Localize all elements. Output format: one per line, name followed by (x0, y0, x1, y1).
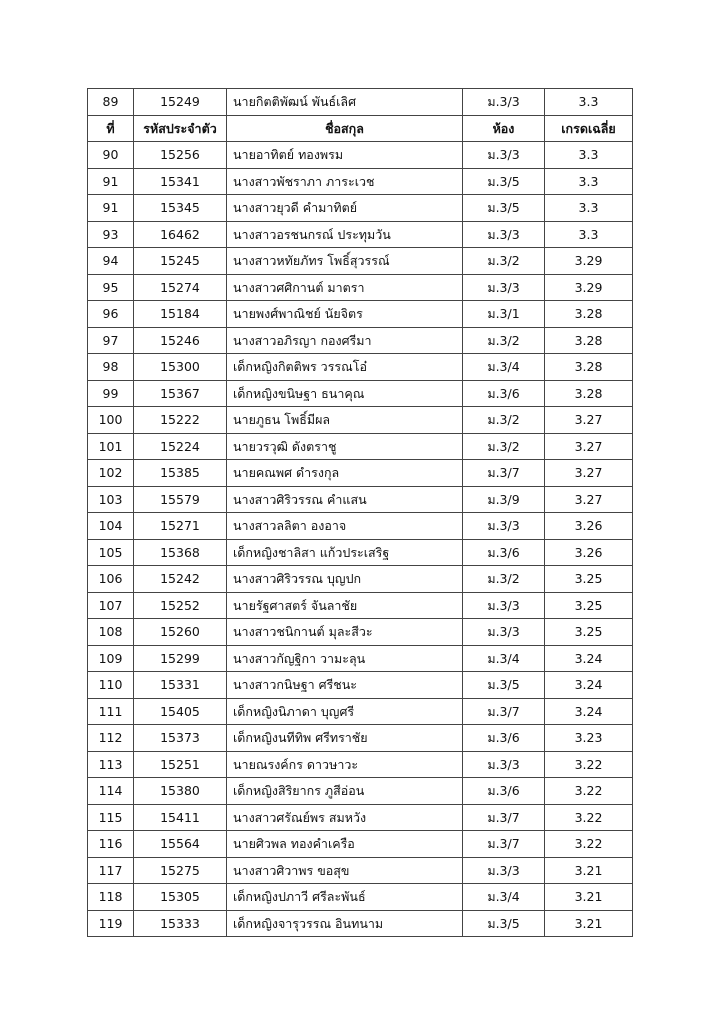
student-id-cell: 15331 (134, 672, 227, 699)
student-id-cell: 15564 (134, 831, 227, 858)
student-id-cell: 15275 (134, 857, 227, 884)
rank-cell: 110 (88, 672, 134, 699)
student-id-cell: 15299 (134, 645, 227, 672)
student-name-cell: นางสาวพัชราภา ภาระเวช (227, 168, 463, 195)
student-id-cell: 15579 (134, 486, 227, 513)
rank-cell: 115 (88, 804, 134, 831)
rank-cell: 105 (88, 539, 134, 566)
table-row (88, 645, 633, 672)
rank-cell: 94 (88, 248, 134, 275)
table-row (88, 274, 633, 301)
room-cell: ม.3/2 (463, 248, 545, 275)
student-name-cell: นายพงศ์พาณิชย์ นัยจิตร (227, 301, 463, 328)
gpa-cell: 3.28 (545, 354, 633, 381)
header-rank: ที่ (88, 115, 134, 142)
student-id-cell: 15274 (134, 274, 227, 301)
student-name-cell: เด็กหญิงนิภาดา บุญศรี (227, 698, 463, 725)
table-row (88, 778, 633, 805)
table-row (88, 592, 633, 619)
student-id-cell: 15249 (134, 89, 227, 116)
student-id-cell: 15252 (134, 592, 227, 619)
room-cell: ม.3/7 (463, 831, 545, 858)
room-cell: ม.3/6 (463, 725, 545, 752)
ranking-table (87, 88, 633, 937)
gpa-cell: 3.27 (545, 433, 633, 460)
student-id-cell: 15224 (134, 433, 227, 460)
room-cell: ม.3/2 (463, 566, 545, 593)
room-cell: ม.3/2 (463, 407, 545, 434)
student-id-cell: 15385 (134, 460, 227, 487)
student-name-cell: นางสาวกัญฐิกา วามะลุน (227, 645, 463, 672)
gpa-cell: 3.26 (545, 513, 633, 540)
student-id-cell: 15242 (134, 566, 227, 593)
gpa-cell: 3.23 (545, 725, 633, 752)
student-name-cell: เด็กหญิงปภาวี ศรีละพันธ์ (227, 884, 463, 911)
gpa-cell: 3.24 (545, 698, 633, 725)
table-row (88, 460, 633, 487)
gpa-cell: 3.29 (545, 274, 633, 301)
table-row (88, 857, 633, 884)
student-id-cell: 15260 (134, 619, 227, 646)
gpa-cell: 3.21 (545, 857, 633, 884)
rank-cell: 91 (88, 168, 134, 195)
student-name-cell: นางสาวศรัณย์พร สมหวัง (227, 804, 463, 831)
header-room: ห้อง (463, 115, 545, 142)
rank-cell: 97 (88, 327, 134, 354)
room-cell: ม.3/6 (463, 778, 545, 805)
table-row (88, 619, 633, 646)
table-row (88, 248, 633, 275)
rank-cell: 109 (88, 645, 134, 672)
gpa-cell: 3.25 (545, 619, 633, 646)
student-id-cell: 15411 (134, 804, 227, 831)
gpa-cell: 3.22 (545, 751, 633, 778)
student-name-cell: นางสาวลลิตา องอาจ (227, 513, 463, 540)
rank-cell: 112 (88, 725, 134, 752)
rank-cell: 89 (88, 89, 134, 116)
student-name-cell: นายกิตติพัฒน์ พันธ์เลิศ (227, 89, 463, 116)
room-cell: ม.3/9 (463, 486, 545, 513)
room-cell: ม.3/3 (463, 513, 545, 540)
gpa-cell: 3.22 (545, 831, 633, 858)
table-row (88, 354, 633, 381)
student-name-cell: นายศิวพล ทองคำเครือ (227, 831, 463, 858)
gpa-cell: 3.3 (545, 195, 633, 222)
rank-cell: 111 (88, 698, 134, 725)
table-row (88, 407, 633, 434)
room-cell: ม.3/3 (463, 274, 545, 301)
gpa-cell: 3.21 (545, 910, 633, 937)
rank-cell: 107 (88, 592, 134, 619)
student-id-cell: 15367 (134, 380, 227, 407)
student-name-cell: เด็กหญิงกิตติพร วรรณโอ๋ (227, 354, 463, 381)
table-row (88, 884, 633, 911)
rank-cell: 106 (88, 566, 134, 593)
table-row (88, 301, 633, 328)
rank-cell: 103 (88, 486, 134, 513)
student-name-cell: นางสาวศศิกานต์ มาตรา (227, 274, 463, 301)
table-row (88, 89, 633, 116)
student-id-cell: 15184 (134, 301, 227, 328)
room-cell: ม.3/5 (463, 195, 545, 222)
rank-cell: 100 (88, 407, 134, 434)
student-name-cell: นายอาทิตย์ ทองพรม (227, 142, 463, 169)
student-name-cell: เด็กหญิงสิริยากร ภูสีอ่อน (227, 778, 463, 805)
student-name-cell: นายภูธน โพธิ์มีผล (227, 407, 463, 434)
student-name-cell: นางสาวศิวาพร ขอสุข (227, 857, 463, 884)
table-row (88, 804, 633, 831)
student-id-cell: 15251 (134, 751, 227, 778)
room-cell: ม.3/3 (463, 619, 545, 646)
student-name-cell: นางสาวอรชนกรณ์ ประทุมวัน (227, 221, 463, 248)
student-name-cell: นายรัฐศาสตร์ จันลาชัย (227, 592, 463, 619)
table-row (88, 566, 633, 593)
room-cell: ม.3/5 (463, 672, 545, 699)
room-cell: ม.3/7 (463, 460, 545, 487)
student-id-cell: 15373 (134, 725, 227, 752)
header-gpa: เกรดเฉลี่ย (545, 115, 633, 142)
gpa-cell: 3.28 (545, 301, 633, 328)
room-cell: ม.3/5 (463, 910, 545, 937)
table-row (88, 698, 633, 725)
rank-cell: 104 (88, 513, 134, 540)
student-id-cell: 15222 (134, 407, 227, 434)
table-row (88, 168, 633, 195)
student-id-cell: 15305 (134, 884, 227, 911)
gpa-cell: 3.24 (545, 672, 633, 699)
student-id-cell: 15271 (134, 513, 227, 540)
gpa-cell: 3.27 (545, 486, 633, 513)
student-name-cell: เด็กหญิงจารุวรรณ อินทนาม (227, 910, 463, 937)
room-cell: ม.3/2 (463, 327, 545, 354)
room-cell: ม.3/3 (463, 221, 545, 248)
table-row (88, 725, 633, 752)
table-row (88, 672, 633, 699)
gpa-cell: 3.25 (545, 566, 633, 593)
gpa-cell: 3.21 (545, 884, 633, 911)
gpa-cell: 3.3 (545, 168, 633, 195)
room-cell: ม.3/3 (463, 592, 545, 619)
rank-cell: 108 (88, 619, 134, 646)
student-name-cell: นางสาวชนิกานต์ มุละสีวะ (227, 619, 463, 646)
room-cell: ม.3/3 (463, 89, 545, 116)
table-row (88, 910, 633, 937)
gpa-cell: 3.3 (545, 89, 633, 116)
student-id-cell: 16462 (134, 221, 227, 248)
table-row (88, 195, 633, 222)
table-row (88, 751, 633, 778)
room-cell: ม.3/3 (463, 857, 545, 884)
student-name-cell: นางสาวกนิษฐา ศรีชนะ (227, 672, 463, 699)
gpa-cell: 3.26 (545, 539, 633, 566)
room-cell: ม.3/4 (463, 884, 545, 911)
rank-cell: 116 (88, 831, 134, 858)
table-body (88, 89, 633, 937)
room-cell: ม.3/6 (463, 539, 545, 566)
table-row (88, 433, 633, 460)
rank-cell: 102 (88, 460, 134, 487)
room-cell: ม.3/1 (463, 301, 545, 328)
gpa-cell: 3.22 (545, 804, 633, 831)
student-name-cell: นายณรงค์กร ดาวษาวะ (227, 751, 463, 778)
student-id-cell: 15405 (134, 698, 227, 725)
gpa-cell: 3.25 (545, 592, 633, 619)
student-id-cell: 15380 (134, 778, 227, 805)
table-row (88, 831, 633, 858)
table-row (88, 486, 633, 513)
student-name-cell: เด็กหญิงขนิษฐา ธนาคุณ (227, 380, 463, 407)
rank-cell: 96 (88, 301, 134, 328)
table-row (88, 539, 633, 566)
rank-cell: 117 (88, 857, 134, 884)
rank-cell: 113 (88, 751, 134, 778)
student-id-cell: 15245 (134, 248, 227, 275)
room-cell: ม.3/4 (463, 354, 545, 381)
table-row (88, 142, 633, 169)
gpa-cell: 3.29 (545, 248, 633, 275)
room-cell: ม.3/4 (463, 645, 545, 672)
gpa-cell: 3.3 (545, 142, 633, 169)
table-row (88, 221, 633, 248)
table-row (88, 513, 633, 540)
student-name-cell: นางสาวศิริวรรณ บุญปก (227, 566, 463, 593)
rank-cell: 101 (88, 433, 134, 460)
rank-cell: 118 (88, 884, 134, 911)
student-id-cell: 15256 (134, 142, 227, 169)
table-header-row (88, 115, 633, 142)
rank-cell: 90 (88, 142, 134, 169)
table-row (88, 380, 633, 407)
rank-cell: 99 (88, 380, 134, 407)
gpa-cell: 3.28 (545, 327, 633, 354)
gpa-cell: 3.27 (545, 407, 633, 434)
student-name-cell: เด็กหญิงชาลิสา แก้วประเสริฐ (227, 539, 463, 566)
table-row (88, 327, 633, 354)
gpa-cell: 3.24 (545, 645, 633, 672)
gpa-cell: 3.27 (545, 460, 633, 487)
rank-cell: 119 (88, 910, 134, 937)
rank-cell: 91 (88, 195, 134, 222)
student-name-cell: นางสาวหทัยภัทร โพธิ์สุวรรณ์ (227, 248, 463, 275)
rank-cell: 95 (88, 274, 134, 301)
room-cell: ม.3/3 (463, 142, 545, 169)
gpa-cell: 3.3 (545, 221, 633, 248)
header-name: ชื่อสกุล (227, 115, 463, 142)
rank-cell: 114 (88, 778, 134, 805)
room-cell: ม.3/7 (463, 804, 545, 831)
student-name-cell: นายคณพศ ดำรงกุล (227, 460, 463, 487)
student-name-cell: เด็กหญิงนทีทิพ ศรีทราชัย (227, 725, 463, 752)
student-id-cell: 15300 (134, 354, 227, 381)
student-name-cell: นางสาวยุวดี คำมาทิตย์ (227, 195, 463, 222)
header-student-id: รหัสประจำตัว (134, 115, 227, 142)
room-cell: ม.3/3 (463, 751, 545, 778)
rank-cell: 98 (88, 354, 134, 381)
student-id-cell: 15368 (134, 539, 227, 566)
rank-cell: 93 (88, 221, 134, 248)
student-name-cell: นางสาวอภิรญา กองศรีมา (227, 327, 463, 354)
room-cell: ม.3/7 (463, 698, 545, 725)
room-cell: ม.3/6 (463, 380, 545, 407)
student-id-cell: 15341 (134, 168, 227, 195)
student-name-cell: นายวรวุฒิ ดังตราชู (227, 433, 463, 460)
gpa-cell: 3.22 (545, 778, 633, 805)
student-id-cell: 15345 (134, 195, 227, 222)
student-id-cell: 15246 (134, 327, 227, 354)
student-id-cell: 15333 (134, 910, 227, 937)
room-cell: ม.3/5 (463, 168, 545, 195)
gpa-cell: 3.28 (545, 380, 633, 407)
student-name-cell: นางสาวศิริวรรณ คำแสน (227, 486, 463, 513)
room-cell: ม.3/2 (463, 433, 545, 460)
